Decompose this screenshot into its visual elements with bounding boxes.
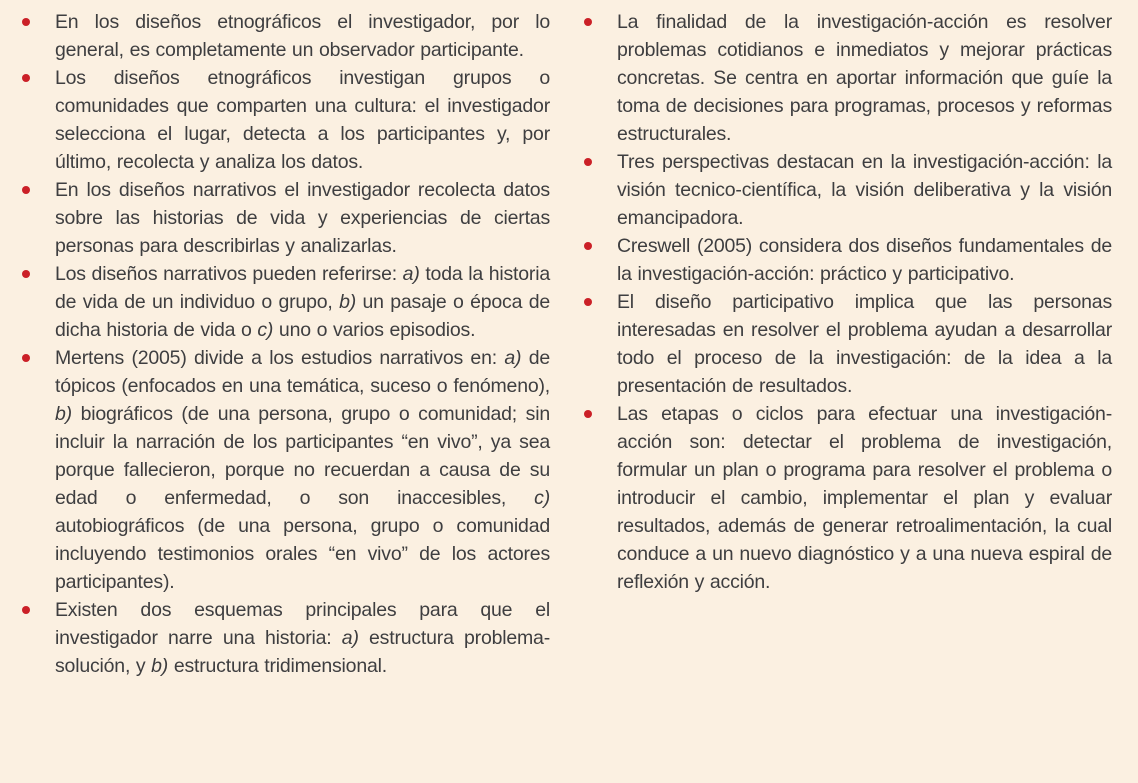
bullet-icon <box>22 270 30 278</box>
bullet-item <box>21 344 550 596</box>
item-text: Tres perspectivas destacan en la investigación-acción: la visión tecnico-científica, la visión deliberativa y la visión emancipadora. <box>617 151 1112 229</box>
bullet-item <box>583 288 1112 400</box>
bullet-item <box>21 596 550 680</box>
item-text: Existen dos esquemas principales para que el investigador narre una historia: a) estructura problema-solución, y b) estructura tridimensional. <box>55 599 550 677</box>
bullet-icon <box>22 186 30 194</box>
item-text: Creswell (2005) considera dos diseños fundamentales de la investigación-acción: práctico y participativo. <box>617 235 1112 285</box>
bullet-item <box>583 232 1112 288</box>
item-text: En los diseños etnográficos el investigador, por lo general, es completamente un observador participante. <box>55 11 550 61</box>
bullet-icon <box>584 410 592 418</box>
item-text: Las etapas o ciclos para efectuar una investigación-acción son: detectar el problema de investigación, formular un plan o programa para resolver el problema o introducir el cambio, implementar el plan y evaluar resultados, además de generar retroalimentación, la cual conduce a un nuevo diagnóstico y a una nueva espiral de reflexión y acción. <box>617 403 1112 593</box>
item-text: Mertens (2005) divide a los estudios narrativos en: a) de tópicos (enfocados en una temática, suceso o fenómeno), b) biográficos (de una persona, grupo o comunidad; sin incluir la narración de los participantes “en vivo”, ya sea porque fallecieron, porque no recuerdan a causa de su edad o enfermedad, o son inaccesibles, c) autobiográficos (de una persona, grupo o comunidad incluyendo testimonios orales “en vivo” de los actores participantes). <box>55 347 550 593</box>
item-text: Los diseños etnográficos investigan grupos o comunidades que comparten una cultura: el investigador selecciona el lugar, detecta a los participantes y, por último, recolecta y analiza los datos. <box>55 67 550 173</box>
bullet-item <box>21 260 550 344</box>
bullet-icon <box>22 354 30 362</box>
bullet-icon <box>22 606 30 614</box>
item-text: La finalidad de la investigación-acción es resolver problemas cotidianos e inmediatos y mejorar prácticas concretas. Se centra en aportar información que guíe la toma de decisiones para programas, procesos y reformas estructurales. <box>617 11 1112 145</box>
bullet-item <box>583 400 1112 596</box>
item-text: El diseño participativo implica que las personas interesadas en resolver el problema ayudan a desarrollar todo el proceso de la investigación: de la idea a la presentación de resultados. <box>617 291 1112 397</box>
right-column <box>583 8 1112 783</box>
bullet-icon <box>584 158 592 166</box>
bullet-icon <box>584 18 592 26</box>
bullet-item <box>21 176 550 260</box>
item-text: En los diseños narrativos el investigador recolecta datos sobre las historias de vida y experiencias de ciertas personas para describirlas y analizarlas. <box>55 179 550 257</box>
bullet-item <box>583 8 1112 148</box>
bullet-icon <box>22 74 30 82</box>
item-text: Los diseños narrativos pueden referirse: a) toda la historia de vida de un individuo o grupo, b) un pasaje o época de dicha historia de vida o c) uno o varios episodios. <box>55 263 550 341</box>
bullet-icon <box>584 298 592 306</box>
left-column <box>21 8 550 783</box>
bullet-item <box>21 8 550 64</box>
bullet-icon <box>22 18 30 26</box>
bullet-item <box>21 64 550 176</box>
bullet-item <box>583 148 1112 232</box>
bullet-icon <box>584 242 592 250</box>
